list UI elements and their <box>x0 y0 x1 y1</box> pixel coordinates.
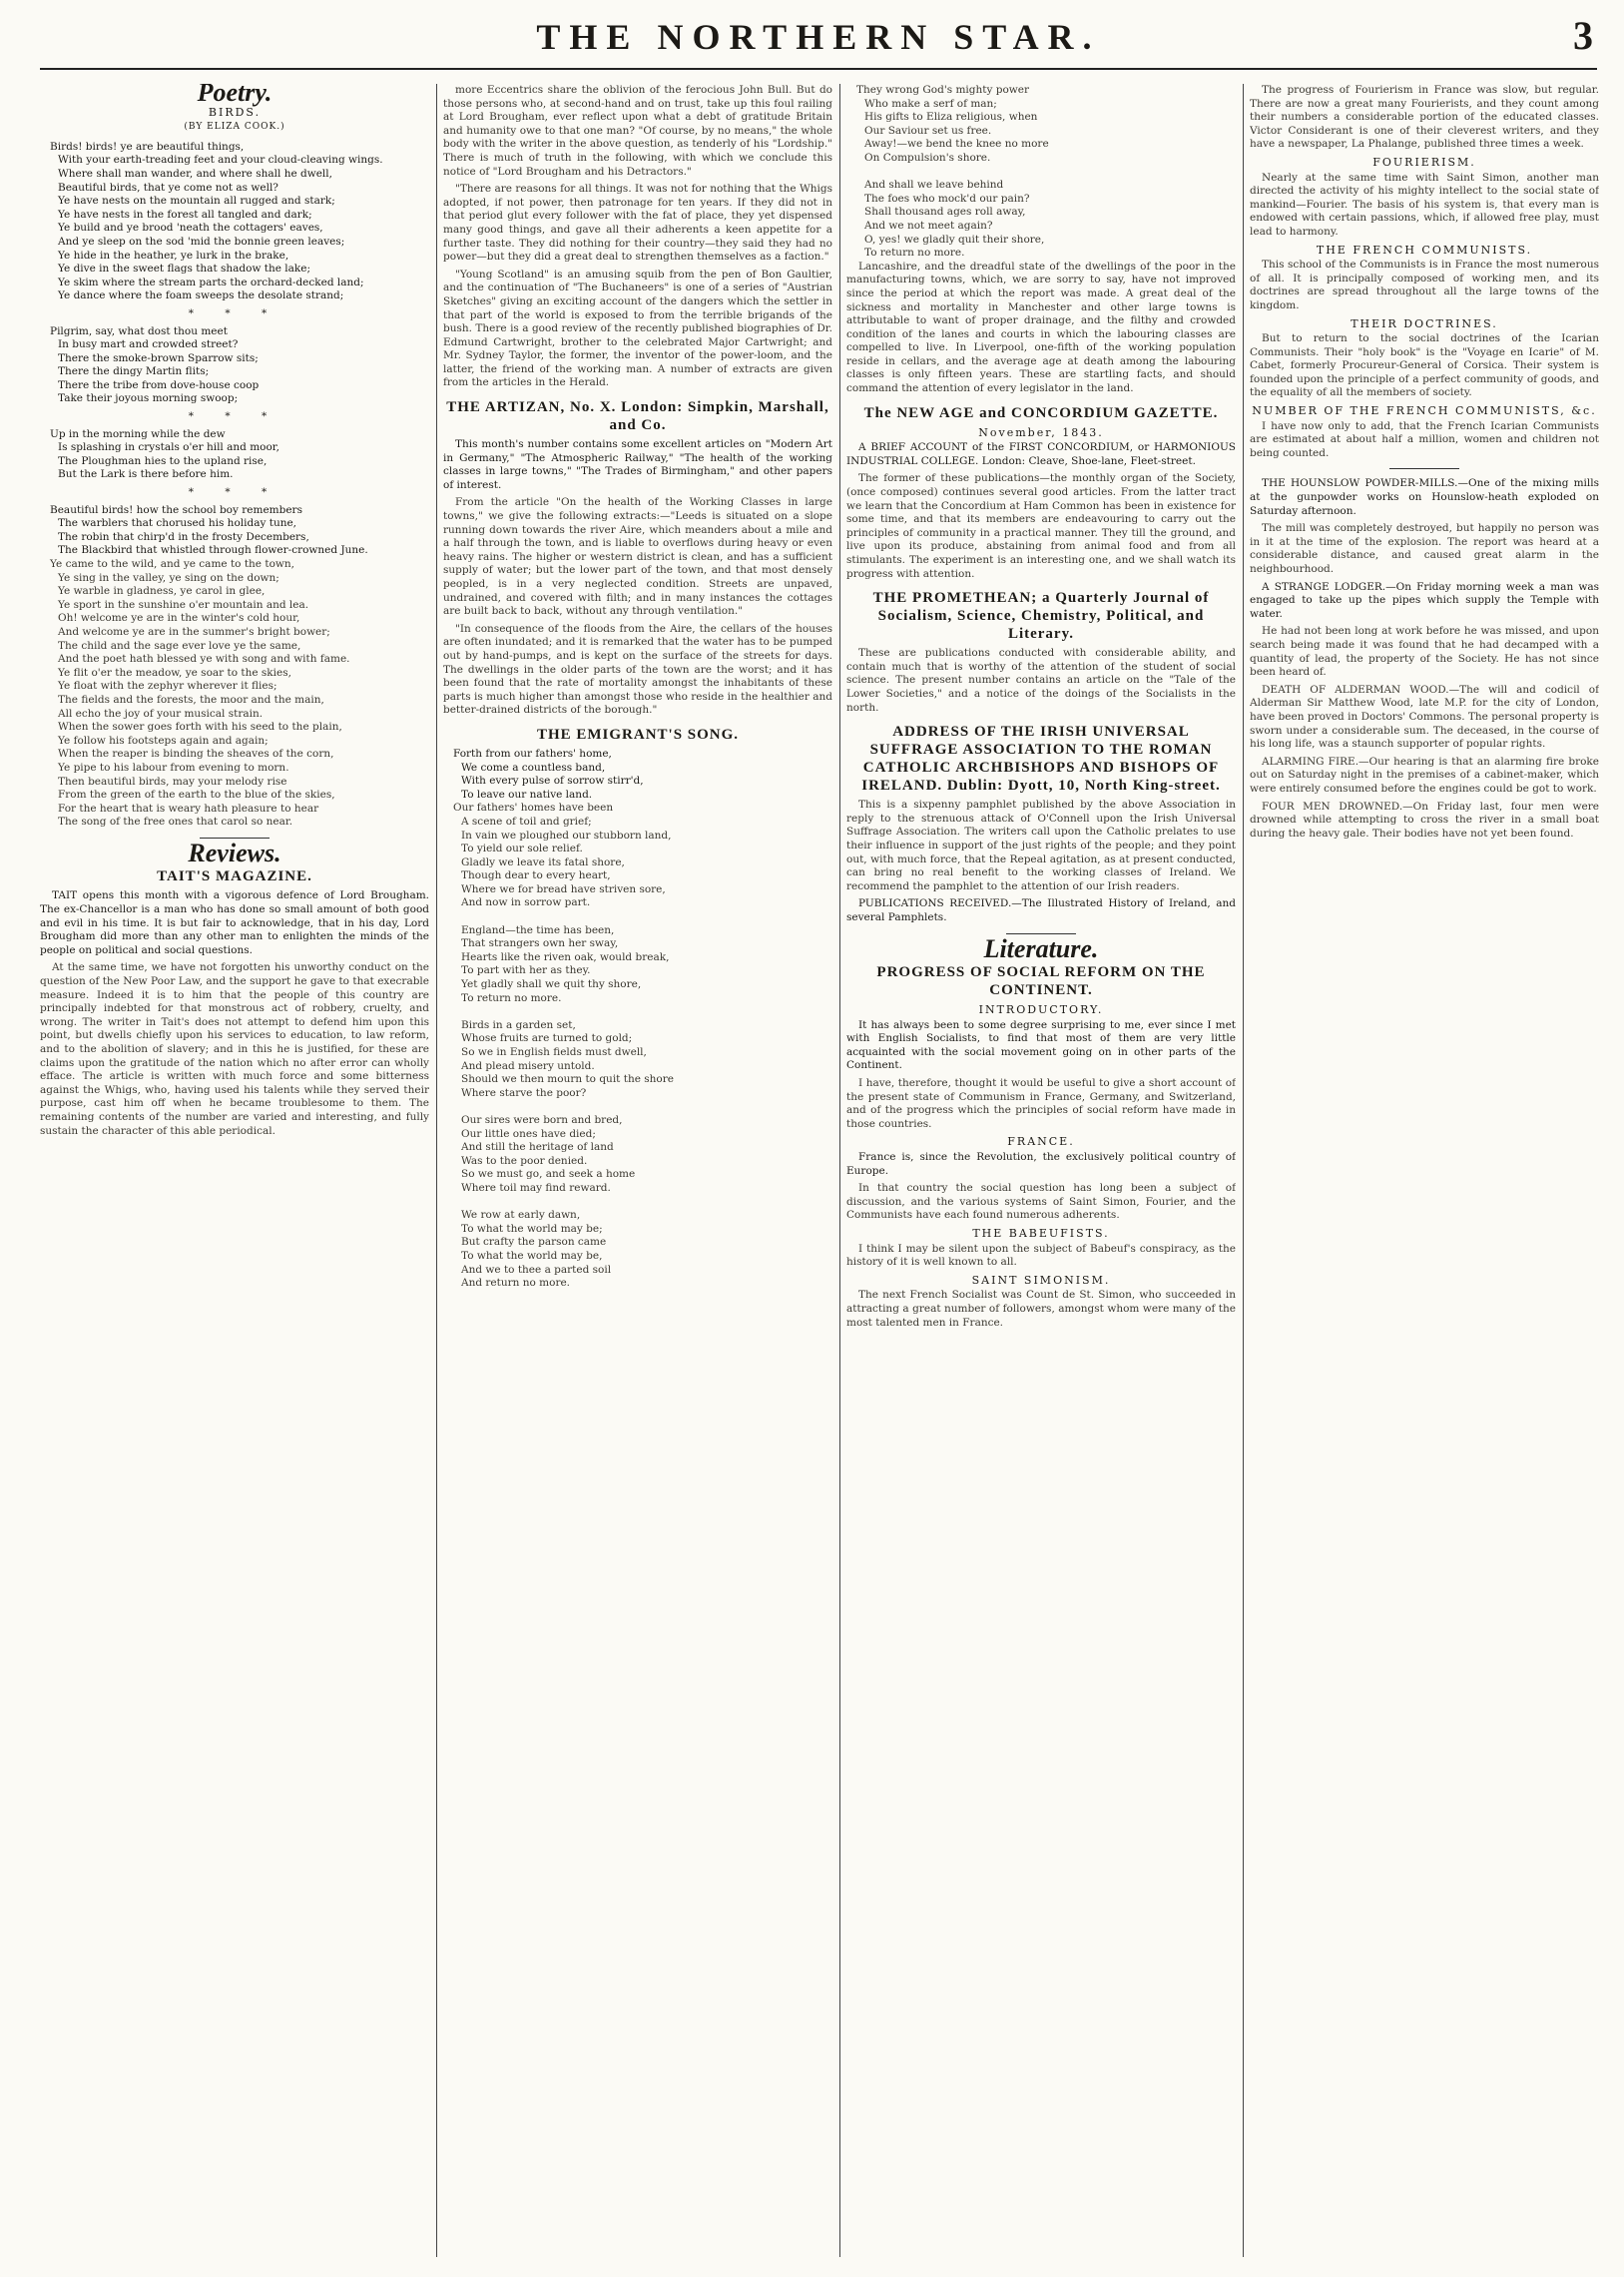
news-paragraph: A STRANGE LODGER.—On Friday morning week a man was engaged to take up the pipes which supply the Temple with water. <box>1250 580 1599 620</box>
article-title: The NEW AGE and CONCORDIUM GAZETTE. <box>863 404 1219 421</box>
news-body-filler: The mill was completely destroyed, but happily no person was in it at the time of the explosion. The report was heard at a considerable distance, and caused great alarm in the neighbourhood. <box>1250 522 1599 575</box>
review-body-filler: "In consequence of the floods from the Aire, the cellars of the houses are often inundated; and it is remarked that the water has to be pumped out by hand-pumps, and is kept on the surface of the streets for days. The dwellings in the older parts of the town are the worst; and it has been found that the rate of mortality amongst the inhabitants of these parts is much higher than amongst those who reside in the healthier and better-drained districts of the borough." <box>443 622 832 717</box>
subsection-heading: FOURIERISM. <box>1372 155 1476 169</box>
song-verse: Forth from our fathers' home, We come a countless band, With every pulse of sorrow stirr'd, To leave our native land. <box>453 747 644 801</box>
article-body-filler: The former of these publications—the monthly organ of the Society, (once composed) continues several good articles. From the latter tract we learn that the Concordium at Ham Common has been in existence for some time, and that its members are endeavouring to carry out the principles of community in a practical manner. They till the ground, and live upon its produce, abstaining from animal food and from all stimulants. The experiment is an interesting one, and we shall watch its progress with attention. <box>846 472 1236 580</box>
review-paragraph: TAIT opens this month with a vigorous defence of Lord Brougham. The ex-Chancellor is a man who has done so small amount of both good and evil in his time. It is but fair to acknowledge, that in his day, Lord Brougham did more than any other man to enlighten the minds of the people on political and social questions. <box>40 889 429 956</box>
article-paragraph: France is, since the Revolution, the exclusively political country of Europe. <box>846 1151 1236 1177</box>
publications-note: PUBLICATIONS RECEIVED.—The Illustrated History of Ireland, and several Pamphlets. <box>846 897 1236 923</box>
article-body-filler: Nearly at the same time with Saint Simon, another man directed the activity of his mighty intellect to the social state of mankind—Fourier. The basis of his system is, that every man is endowed with certain passions, which, if allowed free play, must lead to harmony. <box>1250 171 1599 238</box>
review-body-filler: At the same time, we have not forgotten his unworthy conduct on the question of the New Poor Law, and the support he gave to that execrable measure. Indeed it is to him that the people of this country are principally indebted for that monstrous act of robbery, cruelty, and wrong. The writer in Tait's does not attempt to defend him upon this point, but dwells chiefly upon his services to education, to law reform, and to the abolition of slavery; and in this he is justified, for these are claims upon the gratitude of the nation which no after error can wholly efface. The article is written with much force and some bitterness against the Whigs, who, having used his talents while they served their purpose, cast him off when he became troublesome to them. The remaining contents of the number are varied and interesting, and fully sustain the character of this able periodical. <box>40 961 429 1137</box>
article-body-filler: This is a sixpenny pamphlet published by the above Association in reply to the strenuous attack of O'Connell upon the Irish Universal Suffrage Association. The writers call upon the Catholic prelates to use their influence in support of the just rights of the people; and they point out, with much force, that the Repeal agitation, as at present conducted, can bring no real benefit to the working classes of Ireland. We recommend the pamphlet to the attention of our Irish readers. <box>846 799 1236 892</box>
reviews-heading: Reviews. <box>188 838 281 867</box>
article-body-filler: I have, therefore, thought it would be useful to give a short account of the present state of Communism in France, Germany, and Switzerland, and of the progress which the principles of social reform have made in those countries. <box>846 1077 1236 1130</box>
poem-author: (BY ELIZA COOK.) <box>184 122 285 133</box>
news-body-filler: He had not been long at work before he was missed, and upon search being made it was found that he had decamped with a quantity of lead, the property of the Society. He has not since been heard of. <box>1250 625 1599 679</box>
article-body-filler: In that country the social question has long been a subject of discussion, and the various systems of Saint Simon, Fourier, and the Communists have each found numerous adherents. <box>846 1182 1236 1222</box>
review-body-filler: From the article "On the health of the Working Classes in large towns," we give the following extracts:—"Leeds is situated on a slope running down towards the river Aire, which meanders about a mile and a half through the town, and is liable to overflows during heavy or even heavy rains. The higher or western district is clean, and has a sufficient supply of water; but the lower part of the town, and that most densely peopled, is in a very neglected condition. Streets are unpaved, undrained, and covered with filth; and in many instances the cottages are built back to back, without any through ventilation." <box>443 496 832 618</box>
poem-body-filler: Ye came to the wild, and ye came to the town, Ye sing in the valley, ye sing on the down; Ye warble in gladness, ye carol in glee, Ye sport in the sunshine o'er mountain and lea. Oh! welcome ye are in the winter's cold hour, And welcome ye are in the summer's bright bower; The child and the sage ever love ye the same, And the poet hath blessed ye with song and with fame. Ye flit o'er the meadow, ye soar to the skies, Ye float with the zephyr wherever it flies; The fields and the forests, the moor and the main, All echo the joy of your musical strain. When the sower goes forth with his seed to the plain, Ye follow his footsteps again and again; When the reaper is binding the sheaves of the corn, Ye pipe to his labour from evening to morn. Then beautiful birds, may your melody rise From the green of the earth to the blue of the skies, For the heart that is weary hath pleasure to hear The song of the free ones that carol so near. <box>50 558 350 829</box>
poetry-heading: Poetry. <box>197 84 272 107</box>
stanza-separator: * * * <box>188 410 281 423</box>
poem-title: BIRDS. <box>208 105 262 119</box>
section-rule <box>1389 468 1459 469</box>
review-body-filler: "Young Scotland" is an amusing squib from the pen of Bon Gaultier, and the continuation of "The Buchaneers" is one of a series of "Austrian Sketches" giving an exciting account of the dangers which the settler in that part of the world is exposed to from the terrible brigands of the bush. There is a good review of the recently published biographies of Dr. Edmund Cartwright, brother to the celebrated Major Cartwright; and Mr. Sydney Taylor, the former, the inventor of the power-loom, and the latter, the friend of the working man. A number of extracts are given from the articles in the Herald. <box>443 268 832 389</box>
article-body-filler: But to return to the social doctrines of the Icarian Communists. Their "holy book" is the "Voyage en Icarie" of M. Cabet, formerly Procureur-General of Corsica. Their system is founded upon the principle of a perfect community of goods, and the equality of all the members of society. <box>1250 332 1599 399</box>
subsection-heading: INTRODUCTORY. <box>978 1003 1104 1017</box>
subsection-heading: THE FRENCH COMMUNISTS. <box>1316 243 1533 257</box>
stanza-separator: * * * <box>188 306 281 319</box>
news-paragraph: THE HOUNSLOW POWDER-MILLS.—One of the mixing mills at the gunpowder works on Hounslow-heath exploded on Saturday afternoon. <box>1250 477 1599 517</box>
review-title: THE ARTIZAN, No. X. London: Simpkin, Marshall, and Co. <box>446 399 829 434</box>
article-body-filler: This school of the Communists is in France the most numerous of all. It is principally composed of working men, and its doctrines are spread throughout all the large towns of the kingdom. <box>1250 259 1599 311</box>
article-title: PROGRESS OF SOCIAL REFORM ON THE CONTINENT. <box>876 964 1206 999</box>
masthead <box>40 12 1597 70</box>
newspaper-title: THE NORTHERN STAR. <box>536 17 1101 57</box>
review-title: TAIT'S MAGAZINE. <box>157 868 312 885</box>
poem-stanza: Up in the morning while the dew Is splashing in crystals o'er hill and moor, The Ploughman hies to the upland rise, But the Lark is there before him. <box>50 427 280 481</box>
column-two <box>443 84 832 2257</box>
page-number: 3 <box>1573 13 1593 58</box>
article-paragraph: A BRIEF ACCOUNT of the FIRST CONCORDIUM, or HARMONIOUS INDUSTRIAL COLLEGE. London: Cleave, Shoe-lane, Fleet-street. <box>846 441 1236 467</box>
stanza-separator: * * * <box>188 486 281 499</box>
subsection-heading: THEIR DOCTRINES. <box>1351 316 1498 330</box>
column-divider <box>436 84 437 2257</box>
song-verse-filler: Our fathers' homes have been A scene of toil and grief; In vain we ploughed our stubborn land, To yield our sole relief. Gladly we leave its fatal shore, Though dear to every heart, Where we for bread have striven sore, And now in sorrow part. England—the time has been, That strangers own her sway, Hearts like the riven oak, would break, To part with her as they. Yet gladly shall we quit thy shore, To return no more. Birds in a garden set, Whose fruits are turned to gold; So we in English fields must dwell, And plead misery untold. Should we then mourn to quit the shore Where starve the poor? Our sires were born and bred, Our little ones have died; And still the heritage of land Was to the poor denied. So we must go, and seek a home Where toil may find reward. We row at early dawn, To what the world may be; But crafty the parson came To what the world may be, And we to thee a parted soil And return no more. <box>453 802 674 1290</box>
article-title: ADDRESS OF THE IRISH UNIVERSAL SUFFRAGE ASSOCIATION TO THE ROMAN CATHOLIC ARCHBISHOPS AND BISHOPS OF IRELAND. Dublin: Dyott, 10, North King-street. <box>861 724 1221 795</box>
article-body-filler: I have now only to add, that the French Icarian Communists are estimated at about half a million, women and children not being counted. <box>1250 419 1599 459</box>
article-title: THE PROMETHEAN; a Quarterly Journal of Socialism, Science, Chemistry, Political, and Literary. <box>872 590 1210 643</box>
article-paragraph: It has always been to some degree surprising to me, ever since I met with English Socialists, to find that most of them are very little acquainted with the social movement going on in other parts of the Continent. <box>846 1018 1236 1072</box>
column-three <box>846 84 1236 2257</box>
poem-stanza: Pilgrim, say, what dost thou meet In busy mart and crowded street? There the smoke-brown Sparrow sits; There the dingy Martin flits; There the tribe from dove-house coop Take their joyous morning swoop; <box>50 324 260 405</box>
subsection-heading: FRANCE. <box>1007 1135 1075 1149</box>
article-date: November, 1843. <box>978 425 1104 439</box>
subsection-heading: NUMBER OF THE FRENCH COMMUNISTS, &c. <box>1252 404 1597 418</box>
subsection-heading: THE BABEUFISTS. <box>972 1227 1110 1240</box>
poem-stanza: Beautiful birds! how the school boy remembers The warblers that chorused his holiday tune, The robin that chirp'd in the frosty Decembers, The Blackbird that whistled through flower-crowned June. <box>50 503 368 557</box>
article-body-filler: These are publications conducted with considerable ability, and contain much that is worthy of the attention of the student of social science. The present number contains an article on the "Tale of the Lower Societies," and a notice of the doings of the Socialists in the north. <box>846 647 1236 714</box>
literature-heading: Literature. <box>983 933 1099 963</box>
article-body-filler: The progress of Fourierism in France was slow, but regular. There are now a great many Fourierists, and they count among their numbers a considerable portion of the educated classes. Victor Considerant is one of their cleverest writers, and they have a newspaper, La Phalange, published three times a week. <box>1250 84 1599 151</box>
masthead-rule <box>40 68 1597 70</box>
column-divider <box>1243 84 1244 2257</box>
news-body-filler: ALARMING FIRE.—Our hearing is that an alarming fire broke out on Saturday night in the premises of a cabinet-maker, which were entirely consumed before the engines could be got to work. <box>1250 755 1599 795</box>
news-body-filler: FOUR MEN DROWNED.—On Friday last, four men were drowned while attempting to cross the river in a small boat during the heavy gale. Their bodies have not yet been found. <box>1250 800 1599 840</box>
column-one <box>40 84 429 2257</box>
poem-stanza: Birds! birds! ye are beautiful things, With your earth-treading feet and your cloud-cleaving wings. Where shall man wander, and where shall he dwell, Beautiful birds, that ye come not as well? Ye have nests on the mountain all rugged and stark; Ye have nests in the forest all tangled and dark; Ye build and ye brood 'neath the cottagers' eaves, And ye sleep on the sod 'mid the bonnie green leaves; Ye hide in the heather, ye lurk in the brake, Ye dive in the sweet flags that shadow the lake; Ye skim where the stream parts the orchard-decked land; Ye dance where the foam sweeps the desolate strand; <box>50 140 383 302</box>
article-body-filler: I think I may be silent upon the subject of Babeuf's conspiracy, as the history of it is well known to all. <box>846 1242 1236 1269</box>
song-title: THE EMIGRANT'S SONG. <box>536 726 740 743</box>
news-body-filler: DEATH OF ALDERMAN WOOD.—The will and codicil of Alderman Sir Matthew Wood, late M.P. for the city of London, have been proved in Doctors' Commons. The personal property is sworn under a considerable sum. The deceased, in the course of his long life, was a staunch supporter of popular rights. <box>1250 683 1599 751</box>
column-four <box>1250 84 1599 2257</box>
review-body-filler: more Eccentrics share the oblivion of the ferocious John Bull. But do those persons who, at second-hand and on trust, take up this foul railing at Lord Brougham, ever reflect upon what a debt of gratitude Britain and humanity owe to that one man? "Of course, by no means," the whole body with the writer in the above question, as tenderly of his "Lordship." There is much of truth in the following, with which we conclude this notice of "Lord Brougham and his Detractors." <box>443 84 832 178</box>
article-body-filler: The next French Socialist was Count de St. Simon, who succeeded in attracting a great number of followers, amongst whom were many of the most talented men in France. <box>846 1289 1236 1329</box>
verse-filler: They wrong God's mighty power Who make a serf of man; His gifts to Eliza religious, when Our Saviour set us free. Away!—we bend the knee no more On Compulsion's shore. And shall we leave behind The foes who mock'd our pain? Shall thousand ages roll away, And we not meet again? O, yes! we gladly quit their shore, To return no more. <box>856 84 1049 260</box>
subsection-heading: SAINT SIMONISM. <box>971 1273 1111 1287</box>
review-paragraph: This month's number contains some excellent articles on "Modern Art in Germany," "The Atmospheric Railway," "The health of the working classes in large towns," "The Trades of Birmingham," and other papers of interest. <box>443 438 832 491</box>
review-body-filler: "There are reasons for all things. It was not for nothing that the Whigs adopted, if not power, then patronage for ten years. If they did not in that period glut every follower with the fat of place, they yet dispensed many good things, and gave all their adherents a keen appetite for a further taste. They did nothing for their country—they said they had no power—but they did a great deal to strengthen themselves as a faction." <box>443 183 832 264</box>
article-body-filler: Lancashire, and the dreadful state of the dwellings of the poor in the manufacturing towns, which, we are sorry to say, have not improved since the period at which the report was made. A great deal of the sickness and mortality in Manchester and other large towns is attributable to want of proper drainage, and the filthy and crowded condition of the lanes and courts in which the labouring classes are compelled to live. In Liverpool, one-fifth of the working population reside in cellars, and the average age at death among the labouring classes is only fifteen years. These are startling facts, and should command the attention of every legislator in the land. <box>846 260 1236 395</box>
column-divider <box>839 84 840 2257</box>
